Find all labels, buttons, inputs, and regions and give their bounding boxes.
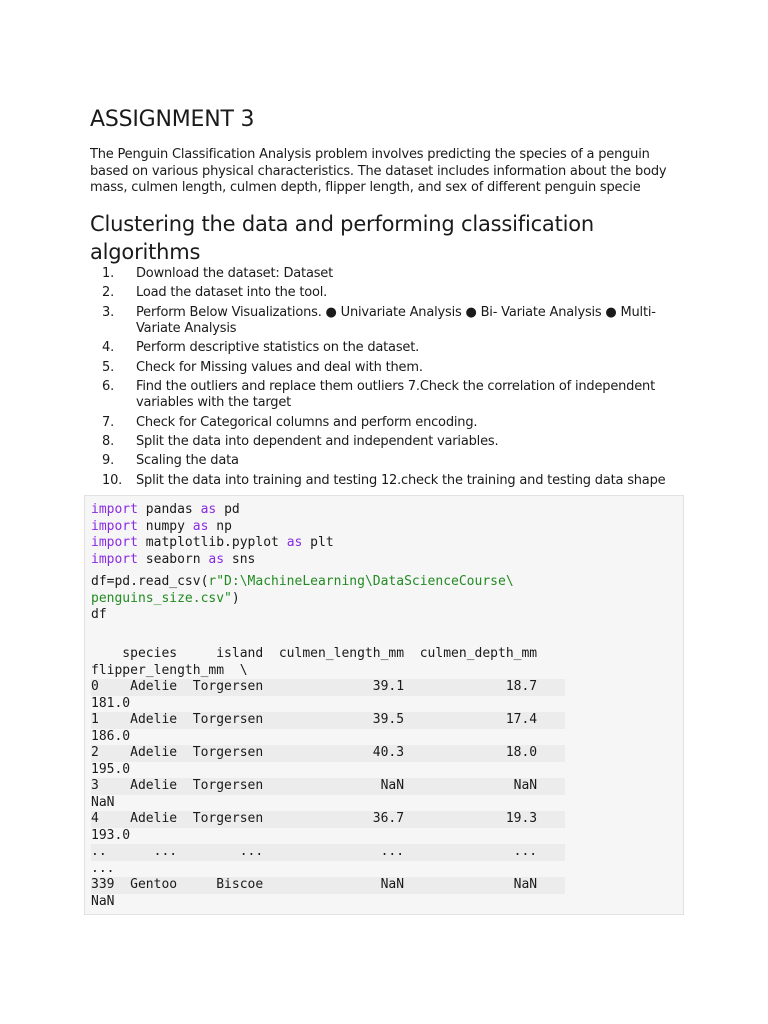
list-text: Download the dataset: Dataset (136, 266, 333, 281)
list-text: Check for Categorical columns and perform encoding. (136, 414, 478, 430)
list-number: 9. (102, 453, 115, 469)
output-line: 3 Adelie Torgersen NaN NaN (91, 778, 565, 795)
list-number: 4. (102, 340, 115, 356)
list-item (90, 415, 690, 432)
list-number: 7. (102, 414, 115, 430)
output-line: 195.0 (91, 761, 131, 777)
output-line: 1 Adelie Torgersen 39.5 17.4 (91, 712, 565, 729)
list-item (90, 434, 690, 451)
list-item (90, 473, 690, 490)
list-item (90, 379, 690, 412)
list-text: Check for Missing values and deal with them. (136, 359, 423, 375)
list-text: Split the data into dependent and independent variables. (136, 434, 499, 450)
page-title: ASSIGNMENT 3 (90, 107, 255, 132)
list-text: Perform Below Visualizations. ● Univariate Analysis ● Bi- Variate Analysis ● Multi-Variate Analysis (136, 304, 656, 337)
output-line: 4 Adelie Torgersen 36.7 19.3 (91, 811, 565, 828)
intro-paragraph: The Penguin Classification Analysis problem involves predicting the species of a penguin based on various physical characteristics. The dataset includes information about the body mass, culmen length, culmen depth, flipper length, and sex of different penguin specie (90, 147, 667, 195)
list-number: 3. (102, 304, 115, 320)
output-line: ... (91, 860, 115, 876)
list-number: 8. (102, 434, 115, 450)
output-line: 193.0 (91, 827, 131, 843)
output-line: 186.0 (91, 728, 131, 744)
cell-output (91, 646, 565, 910)
list-number: 10. (102, 472, 123, 488)
list-number: 5. (102, 359, 115, 375)
section-heading: Clustering the data and performing classification algorithms (90, 212, 595, 264)
list-item (90, 340, 690, 357)
list-item (90, 266, 690, 283)
steps-list (90, 266, 690, 492)
list-number: 1. (102, 266, 115, 281)
list-item (90, 453, 690, 470)
code-line: import matplotlib.pyplot as plt (91, 535, 334, 550)
code-line: import numpy as np (91, 518, 232, 534)
list-item (90, 360, 690, 377)
output-line: .. ... ... ... ... (91, 844, 565, 861)
output-line: NaN (91, 794, 115, 810)
list-number: 6. (102, 378, 115, 394)
output-line: 2 Adelie Torgersen 40.3 18.0 (91, 745, 565, 762)
code-line: df=pd.read_csv(r"D:\MachineLearning\DataScienceCourse\ (91, 574, 514, 589)
list-number: 2. (102, 285, 115, 301)
list-item (90, 285, 690, 302)
code-line: import pandas as pd (91, 502, 240, 517)
code-cell (84, 495, 684, 915)
list-item (90, 305, 690, 338)
code-line: penguins_size.csv") (91, 590, 240, 606)
output-line: 0 Adelie Torgersen 39.1 18.7 (91, 679, 565, 696)
output-line: flipper_length_mm \ (91, 662, 248, 678)
list-text: Perform descriptive statistics on the dataset. (136, 340, 420, 356)
code-line: df (91, 607, 107, 622)
output-line: NaN (91, 893, 115, 909)
output-line: 181.0 (91, 695, 131, 711)
list-text: Load the dataset into the tool. (136, 285, 328, 301)
list-text: Scaling the data (136, 453, 239, 469)
list-text: Split the data into training and testing 12.check the training and testing data shape (136, 472, 666, 488)
code-line: import seaborn as sns (91, 551, 256, 567)
code-source (91, 502, 514, 624)
output-line: species island culmen_length_mm culmen_depth_mm (91, 646, 538, 661)
list-text: Find the outliers and replace them outliers 7.Check the correlation of independent variables with the target (136, 378, 655, 411)
output-line: 339 Gentoo Biscoe NaN NaN (91, 877, 565, 894)
